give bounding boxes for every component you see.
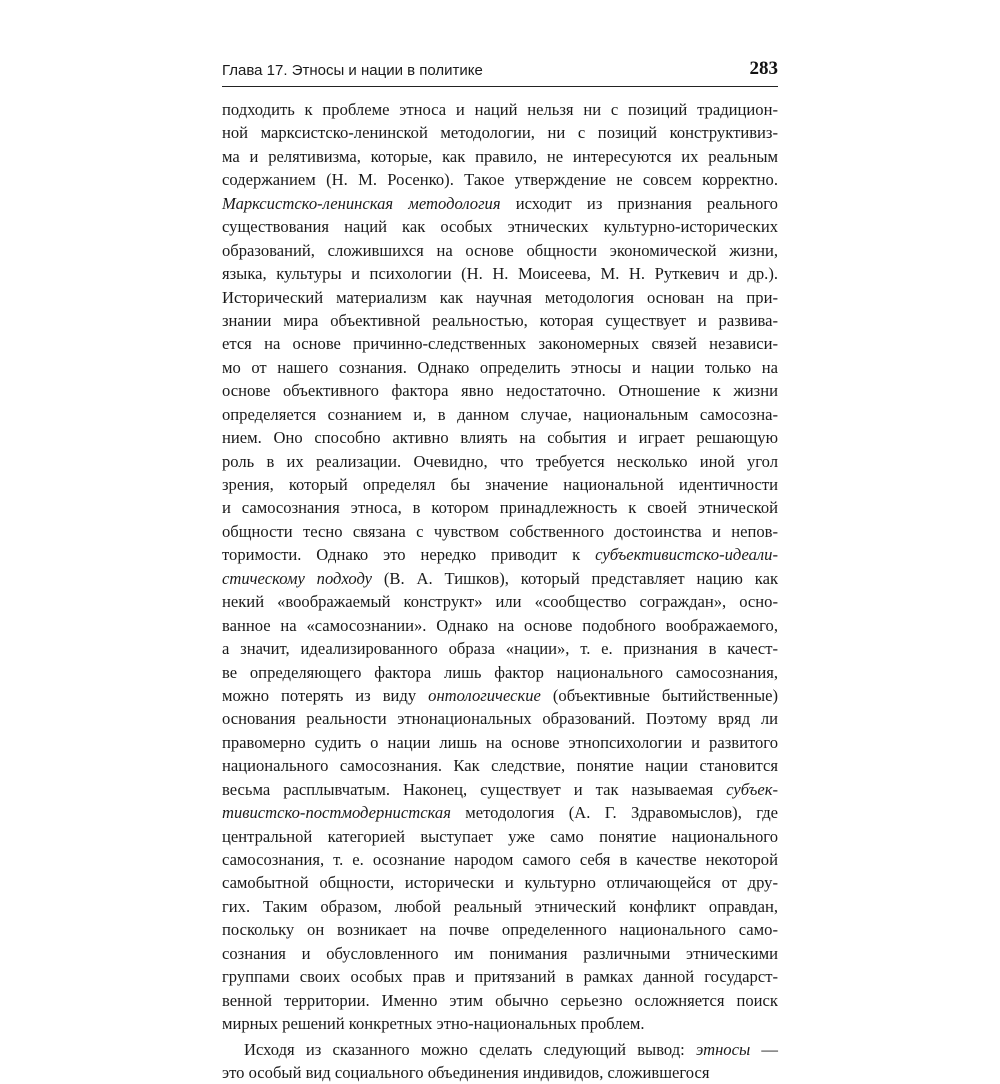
italic-term: субъективистско-идеали- bbox=[595, 545, 778, 564]
text-line bbox=[222, 192, 778, 215]
text-line bbox=[222, 825, 778, 848]
text-line bbox=[222, 918, 778, 941]
text-run: правомерно судить о нации лишь на основе этнопсихологии и развитого bbox=[222, 733, 778, 752]
text-run: существования наций как особых этнических культурно-исторических bbox=[222, 217, 778, 236]
text-line bbox=[222, 239, 778, 262]
text-line bbox=[222, 567, 778, 590]
text-run: исходит из признания реального bbox=[501, 194, 778, 213]
text-line bbox=[222, 1038, 778, 1061]
text-run: мо от нашего сознания. Однако определить этносы и нации только на bbox=[222, 358, 778, 377]
text-run: ной марксистско-ленинской методологии, ни с позиций конструктивиз- bbox=[222, 123, 778, 142]
text-line bbox=[222, 379, 778, 402]
text-line bbox=[222, 895, 778, 918]
text-line bbox=[222, 590, 778, 613]
text-run: весьма расплывчатым. Наконец, существует и так называемая bbox=[222, 780, 726, 799]
text-run: ется на основе причинно-следственных закономерных связей независи- bbox=[222, 334, 778, 353]
text-line bbox=[222, 614, 778, 637]
text-run: содержанием (Н. М. Росенко). Такое утверждение не совсем корректно. bbox=[222, 170, 778, 189]
text-line bbox=[222, 450, 778, 473]
text-run: основе объективного фактора явно недостаточно. Отношение к жизни bbox=[222, 381, 778, 400]
text-line bbox=[222, 426, 778, 449]
text-line bbox=[222, 801, 778, 824]
text-run: сознания и обусловленного им понимания различными этническими bbox=[222, 944, 778, 963]
text-line bbox=[222, 215, 778, 238]
text-run: ма и релятивизма, которые, как правило, не интересуются их реальным bbox=[222, 147, 778, 166]
text-run: зрения, который определял бы значение национальной идентичности bbox=[222, 475, 778, 494]
text-run: гих. Таким образом, любой реальный этнический конфликт оправдан, bbox=[222, 897, 778, 916]
italic-term: субъек- bbox=[726, 780, 778, 799]
text-run: языка, культуры и психологии (Н. Н. Моисеева, М. Н. Руткевич и др.). bbox=[222, 264, 778, 283]
text-line bbox=[222, 543, 778, 566]
italic-term: тивистско-постмодернистская bbox=[222, 803, 451, 822]
text-run: общности тесно связана с чувством собственного достоинства и непов- bbox=[222, 522, 778, 541]
chapter-title: Глава 17. Этносы и нации в политике bbox=[222, 62, 483, 79]
text-line bbox=[222, 989, 778, 1012]
text-run: самобытной общности, исторически и культурно отличающейся от дру- bbox=[222, 873, 778, 892]
text-line bbox=[222, 356, 778, 379]
italic-term: онтологические bbox=[428, 686, 541, 705]
text-line bbox=[222, 707, 778, 730]
text-line bbox=[222, 168, 778, 191]
text-run: поскольку он возникает на почве определенного национального само- bbox=[222, 920, 778, 939]
text-run: нием. Оно способно активно влиять на события и играет решающую bbox=[222, 428, 778, 447]
text-run: это особый вид социального объединения индивидов, сложившегося bbox=[222, 1063, 709, 1082]
text-run: а значит, идеализированного образа «нации», т. е. признания в качест- bbox=[222, 639, 778, 658]
text-run: (объективные бытийственные) bbox=[541, 686, 778, 705]
text-run: торимости. Однако это нередко приводит к bbox=[222, 545, 595, 564]
text-line bbox=[222, 121, 778, 144]
text-line bbox=[222, 496, 778, 519]
text-line bbox=[222, 848, 778, 871]
text-run: — bbox=[750, 1040, 778, 1059]
text-line bbox=[222, 286, 778, 309]
text-line bbox=[222, 778, 778, 801]
italic-term: Марксистско-ленинская методология bbox=[222, 194, 501, 213]
text-line bbox=[222, 309, 778, 332]
text-run: Исторический материализм как научная методология основан на при- bbox=[222, 288, 778, 307]
text-line bbox=[222, 520, 778, 543]
text-line bbox=[222, 332, 778, 355]
paragraph bbox=[222, 1038, 778, 1084]
italic-term: стическому подходу bbox=[222, 569, 372, 588]
text-line bbox=[222, 473, 778, 496]
text-run: подходить к проблеме этноса и наций нельзя ни с позиций традицион- bbox=[222, 100, 778, 119]
text-line bbox=[222, 684, 778, 707]
running-header bbox=[222, 56, 778, 87]
text-run: методология (А. Г. Здравомыслов), где bbox=[451, 803, 778, 822]
text-line bbox=[222, 754, 778, 777]
text-line bbox=[222, 661, 778, 684]
text-run: знании мира объективной реальностью, которая существует и развива- bbox=[222, 311, 778, 330]
text-run: Исходя из сказанного можно сделать следующий вывод: bbox=[244, 1040, 696, 1059]
text-run: национального самосознания. Как следствие, понятие нации становится bbox=[222, 756, 778, 775]
page-number: 283 bbox=[750, 58, 779, 80]
text-run: образований, сложившихся на основе общности экономической жизни, bbox=[222, 241, 778, 260]
text-run: мирных решений конкретных этно-национальных проблем. bbox=[222, 1014, 644, 1033]
italic-term: этносы bbox=[696, 1040, 750, 1059]
text-line bbox=[222, 98, 778, 121]
text-run: основания реальности этнонациональных образований. Поэтому вряд ли bbox=[222, 709, 778, 728]
text-line bbox=[222, 942, 778, 965]
text-line bbox=[222, 965, 778, 988]
text-run: некий «воображаемый конструкт» или «сообщество сограждан», осно- bbox=[222, 592, 778, 611]
text-run: можно потерять из виду bbox=[222, 686, 428, 705]
body-text bbox=[222, 98, 778, 1084]
text-line bbox=[222, 731, 778, 754]
text-line bbox=[222, 1012, 778, 1035]
text-line bbox=[222, 145, 778, 168]
text-run: определяется сознанием и, в данном случае, национальным самосозна- bbox=[222, 405, 778, 424]
text-run: группами своих особых прав и притязаний в рамках данной государст- bbox=[222, 967, 778, 986]
text-run: венной территории. Именно этим обычно серьезно осложняется поиск bbox=[222, 991, 778, 1010]
text-run: и самосознания этноса, в котором принадлежность к своей этнической bbox=[222, 498, 778, 517]
text-line bbox=[222, 871, 778, 894]
text-line bbox=[222, 1061, 778, 1084]
text-run: центральной категорией выступает уже само понятие национального bbox=[222, 827, 778, 846]
text-run: ве определяющего фактора лишь фактор национального самосознания, bbox=[222, 663, 778, 682]
text-run: ванное на «самосознании». Однако на основе подобного воображаемого, bbox=[222, 616, 778, 635]
text-line bbox=[222, 262, 778, 285]
text-line bbox=[222, 403, 778, 426]
paragraph bbox=[222, 98, 778, 1036]
text-run: роль в их реализации. Очевидно, что требуется несколько иной угол bbox=[222, 452, 778, 471]
text-run: (В. А. Тишков), который представляет нацию как bbox=[372, 569, 778, 588]
text-run: самосознания, т. е. осознание народом самого себя в качестве некоторой bbox=[222, 850, 778, 869]
text-line bbox=[222, 637, 778, 660]
